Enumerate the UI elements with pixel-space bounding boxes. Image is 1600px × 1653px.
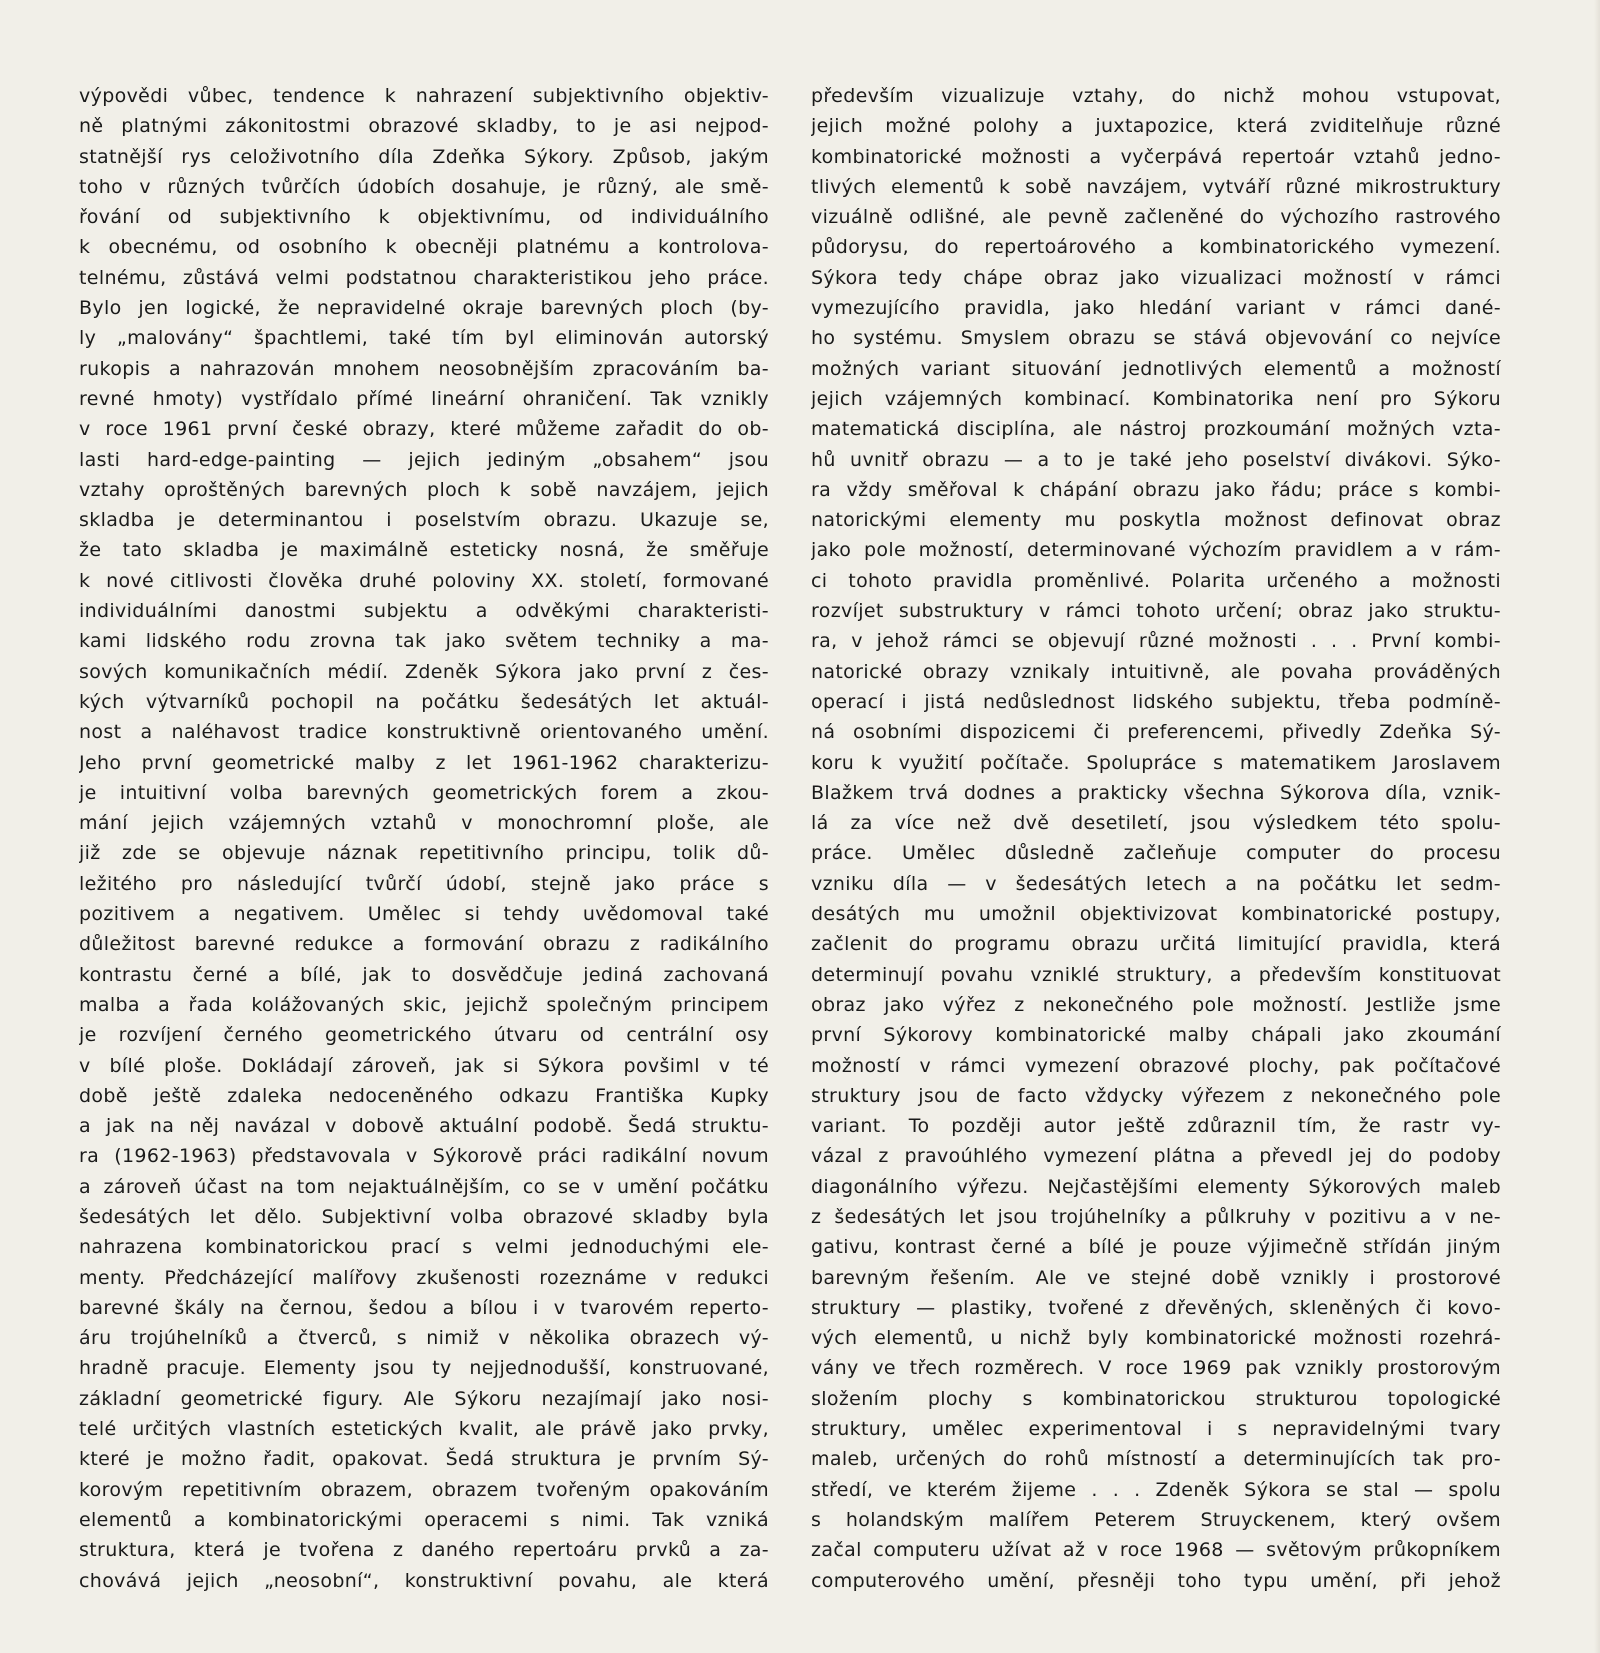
text-line: hů uvnitř obrazu — a to je také jeho poselství divákovi. Sýko-: [811, 448, 1501, 471]
text-line: kontrastu černé a bílé, jak to dosvědčuje jediná zachovaná: [79, 963, 769, 986]
text-line: rukopis a nahrazován mnohem neosobnějším zpracováním ba-: [79, 357, 769, 380]
text-line: operací i jistá nedůslednost lidského subjektu, třeba podmíně-: [811, 690, 1501, 713]
text-line: možností v rámci vymezení obrazové plochy, pak počítačové: [811, 1054, 1501, 1077]
text-line: desátých mu umožnil objektivizovat kombinatorické postupy,: [811, 903, 1501, 926]
text-line: a jak na něj navázal v dobově aktuální podobě. Šedá struktu-: [79, 1115, 769, 1138]
text-line: je intuitivní volba barevných geometrických forem a zkou-: [79, 781, 769, 804]
text-line: hradně pracuje. Elementy jsou ty nejjednodušší, konstruované,: [79, 1357, 769, 1380]
text-line: důležitost barevné redukce a formování obrazu z radikálního: [79, 933, 769, 956]
text-line: individuálními danostmi subjektu a odvěkými charakteristi-: [79, 600, 769, 623]
text-line: ho systému. Smyslem obrazu se stává objevování co nejvíce: [811, 327, 1501, 350]
text-line: začlenit do programu obrazu určitá limitující pravidla, která: [811, 933, 1501, 956]
text-line: elementů a kombinatorickými operacemi s nimi. Tak vzniká: [79, 1508, 769, 1531]
text-line: ly „malovány“ špachtlemi, také tím byl eliminován autorský: [79, 327, 769, 350]
text-line: toho v různých tvůrčích údobích dosahuje, je různý, ale smě-: [79, 175, 769, 198]
text-line: statnější rys celoživotního díla Zdeňka Sýkory. Způsob, jakým: [79, 145, 769, 168]
text-line: začal computeru užívat až v roce 1968 — světovým průkopníkem: [811, 1539, 1501, 1562]
text-line: k nové citlivosti člověka druhé poloviny XX. století, formované: [79, 569, 769, 592]
text-line: natorické obrazy vznikaly intuitivně, ale povaha prováděných: [811, 660, 1501, 683]
text-line: struktury jsou de facto vždycky výřezem z nekonečného pole: [811, 1084, 1501, 1107]
text-line: možných variant situování jednotlivých elementů a možností: [811, 357, 1501, 380]
text-line: ra (1962-1963) představovala v Sýkorově práci radikální novum: [79, 1145, 769, 1168]
left-text-column: [79, 81, 769, 1596]
text-line: s holandským malířem Peterem Struyckenem, který ovšem: [811, 1508, 1501, 1531]
text-line: složením plochy s kombinatorickou strukturou topologické: [811, 1387, 1501, 1410]
text-line: ra, v jehož rámci se objevují různé možnosti . . . První kombi-: [811, 630, 1501, 653]
text-line: gativu, kontrast černé a bílé je pouze výjimečně střídán jiným: [811, 1236, 1501, 1259]
text-line: jejich možné polohy a juxtapozice, která zviditelňuje různé: [811, 115, 1501, 138]
text-line: vých elementů, u nichž byly kombinatorické možnosti rozehrá-: [811, 1327, 1501, 1350]
text-line: jejich vzájemných kombinací. Kombinatorika není pro Sýkoru: [811, 387, 1501, 410]
text-line: maleb, určených do rohů místností a determinujících tak pro-: [811, 1448, 1501, 1471]
text-line: vázal z pravoúhlého vymezení plátna a převedl jej do podoby: [811, 1145, 1501, 1168]
text-line: revné hmoty) vystřídalo přímé lineární ohraničení. Tak vznikly: [79, 387, 769, 410]
text-line: vztahy oproštěných barevných ploch k sobě navzájem, jejich: [79, 478, 769, 501]
text-line: Sýkora tedy chápe obraz jako vizualizaci možností v rámci: [811, 266, 1501, 289]
text-line: Blažkem trvá dodnes a prakticky všechna Sýkorova díla, vznik-: [811, 781, 1501, 804]
text-line: telnému, zůstává velmi podstatnou charakteristikou jeho práce.: [79, 266, 769, 289]
text-line: v bílé ploše. Dokládají zároveň, jak si Sýkora povšiml v té: [79, 1054, 769, 1077]
text-line: již zde se objevuje náznak repetitivního principu, tolik dů-: [79, 842, 769, 865]
text-line: práce. Umělec důsledně začleňuje computer do procesu: [811, 842, 1501, 865]
text-line: pozitivem a negativem. Umělec si tehdy uvědomoval také: [79, 903, 769, 926]
text-line: malba a řada kolážovaných skic, jejichž společným principem: [79, 993, 769, 1016]
text-line: jako pole možností, determinované výchozím pravidlem a v rám-: [811, 539, 1501, 562]
text-line: které je možno řadit, opakovat. Šedá struktura je prvním Sý-: [79, 1448, 769, 1471]
text-line: skladba je determinantou i poselstvím obrazu. Ukazuje se,: [79, 509, 769, 532]
text-line: korovým repetitivním obrazem, obrazem tvořeným opakováním: [79, 1478, 769, 1501]
text-line: natorickými elementy mu poskytla možnost definovat obraz: [811, 509, 1501, 532]
text-line: vány ve třech rozměrech. V roce 1969 pak vznikly prostorovým: [811, 1357, 1501, 1380]
text-line: době ještě zdaleka nedoceněného odkazu Františka Kupky: [79, 1084, 769, 1107]
text-line: lasti hard-edge-painting — jejich jediným „obsahem“ jsou: [79, 448, 769, 471]
text-line: kombinatorické možnosti a vyčerpává repertoár vztahů jedno-: [811, 145, 1501, 168]
text-line: z šedesátých let jsou trojúhelníky a půlkruhy v pozitivu a v ne-: [811, 1205, 1501, 1228]
text-line: základní geometrické figury. Ale Sýkoru nezajímají jako nosi-: [79, 1387, 769, 1410]
text-line: vizuálně odlišné, ale pevně začleněné do výchozího rastrového: [811, 206, 1501, 229]
text-line: menty. Předcházející malířovy zkušenosti rozeznáme v redukci: [79, 1266, 769, 1289]
text-line: lá za více než dvě desetiletí, jsou výsledkem této spolu-: [811, 812, 1501, 835]
text-line: že tato skladba je maximálně esteticky nosná, že směřuje: [79, 539, 769, 562]
text-line: struktura, která je tvořena z daného repertoáru prvků a za-: [79, 1539, 769, 1562]
text-line: v roce 1961 první české obrazy, které můžeme zařadit do ob-: [79, 418, 769, 441]
text-line: ležitého pro následující tvůrčí údobí, stejně jako práce s: [79, 872, 769, 895]
text-line: struktury, umělec experimentoval i s nepravidelnými tvary: [811, 1418, 1501, 1441]
text-line: determinují povahu vzniklé struktury, a především konstituovat: [811, 963, 1501, 986]
text-line: výpovědi vůbec, tendence k nahrazení subjektivního objektiv-: [79, 85, 769, 107]
text-line: telé určitých vlastních estetických kvalit, ale právě jako prvky,: [79, 1418, 769, 1441]
text-line: Jeho první geometrické malby z let 1961-1962 charakterizu-: [79, 751, 769, 774]
text-line: středí, ve kterém žijeme . . . Zdeněk Sýkora se stal — spolu: [811, 1478, 1501, 1501]
text-line: variant. To později autor ještě zdůraznil tím, že rastr vy-: [811, 1115, 1501, 1138]
text-line: je rozvíjení černého geometrického útvaru od centrální osy: [79, 1024, 769, 1047]
text-line: tlivých elementů k sobě navzájem, vytváří různé mikrostruktury: [811, 175, 1501, 198]
text-line: nahrazena kombinatorickou prací s velmi jednoduchými ele-: [79, 1236, 769, 1259]
text-line: struktury — plastiky, tvořené z dřevěných, skleněných či kovo-: [811, 1296, 1501, 1319]
text-line: kami lidského rodu zrovna tak jako světem techniky a ma-: [79, 630, 769, 653]
text-line: barevným řešením. Ale ve stejné době vznikly i prostorové: [811, 1266, 1501, 1289]
text-line: koru k využití počítače. Spolupráce s matematikem Jaroslavem: [811, 751, 1501, 774]
text-line: chovává jejich „neosobní“, konstruktivní povahu, ale která: [79, 1569, 769, 1592]
text-line: první Sýkorovy kombinatorické malby chápali jako zkoumání: [811, 1024, 1501, 1047]
right-text-column: [811, 81, 1501, 1596]
text-line: sových komunikačních médií. Zdeněk Sýkora jako první z čes-: [79, 660, 769, 683]
text-line: půdorysu, do repertoárového a kombinatorického vymezení.: [811, 236, 1501, 259]
page-edge: [1594, 0, 1600, 1653]
text-line: Bylo jen logické, že nepravidelné okraje barevných ploch (by-: [79, 297, 769, 320]
text-line: vzniku díla — v šedesátých letech a na počátku let sedm-: [811, 872, 1501, 895]
text-line: computerového umění, přesněji toho typu umění, při jehož: [811, 1569, 1501, 1592]
text-line: obraz jako výřez z nekonečného pole možností. Jestliže jsme: [811, 993, 1501, 1016]
text-line: ná osobními dispozicemi či preferencemi, přivedly Zdeňka Sý-: [811, 721, 1501, 744]
text-line: ně platnými zákonitostmi obrazové skladby, to je asi nejpod-: [79, 115, 769, 138]
text-line: mání jejich vzájemných vztahů v monochromní ploše, ale: [79, 812, 769, 835]
text-line: barevné škály na černou, šedou a bílou i v tvarovém reperto-: [79, 1296, 769, 1319]
text-line: šedesátých let dělo. Subjektivní volba obrazové skladby byla: [79, 1205, 769, 1228]
text-line: diagonálního výřezu. Nejčastějšími elementy Sýkorových maleb: [811, 1175, 1501, 1198]
text-line: nost a naléhavost tradice konstruktivně orientovaného umění.: [79, 721, 769, 744]
text-line: především vizualizuje vztahy, do nichž mohou vstupovat,: [811, 85, 1501, 107]
text-line: řování od subjektivního k objektivnímu, od individuálního: [79, 206, 769, 229]
text-line: kých výtvarníků pochopil na počátku šedesátých let aktuál-: [79, 690, 769, 713]
text-line: ra vždy směřoval k chápání obrazu jako řádu; práce s kombi-: [811, 478, 1501, 501]
text-line: k obecnému, od osobního k obecněji platnému a kontrolova-: [79, 236, 769, 259]
text-line: a zároveň účast na tom nejaktuálnějším, co se v umění počátku: [79, 1175, 769, 1198]
text-line: vymezujícího pravidla, jako hledání variant v rámci dané-: [811, 297, 1501, 320]
text-line: matematická disciplína, ale nástroj prozkoumání možných vzta-: [811, 418, 1501, 441]
text-line: áru trojúhelníků a čtverců, s nimiž v několika obrazech vý-: [79, 1327, 769, 1350]
text-line: rozvíjet substruktury v rámci tohoto určení; obraz jako struktu-: [811, 600, 1501, 623]
text-line: ci tohoto pravidla proměnlivé. Polarita určeného a možnosti: [811, 569, 1501, 592]
